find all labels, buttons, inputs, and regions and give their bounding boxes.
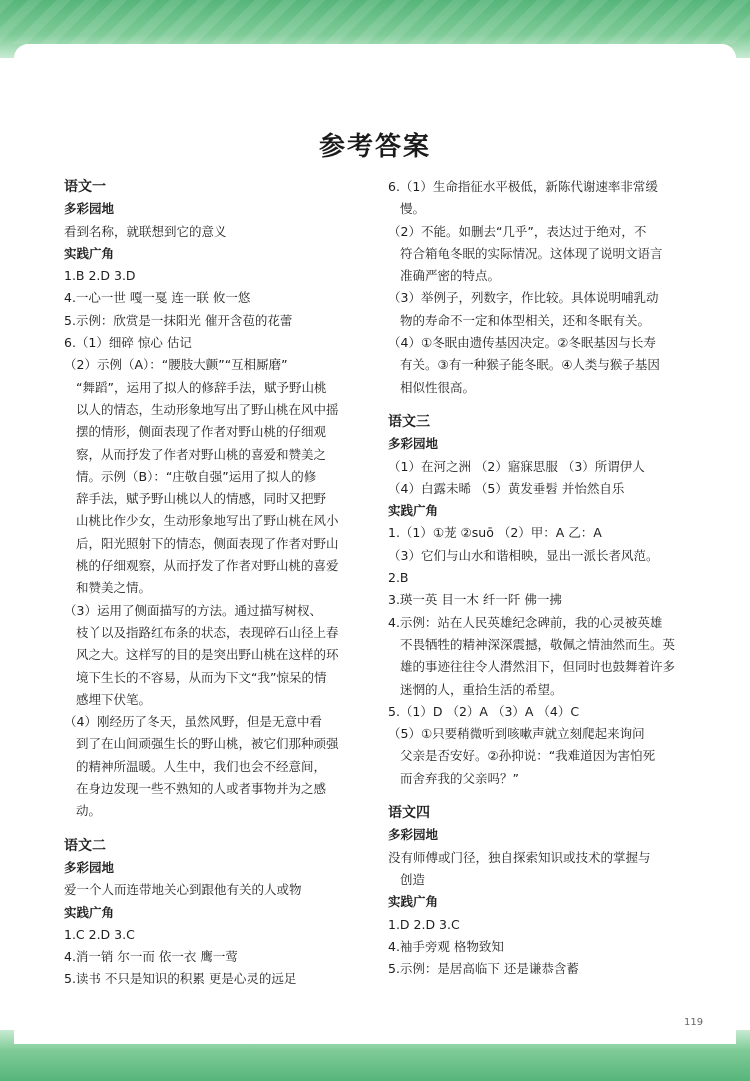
answer-line: （3）举例子，列数字，作比较。具体说明哺乳动 xyxy=(388,290,659,306)
right-column xyxy=(388,176,693,980)
answer-line: 6.（1）生命指征水平极低，新陈代谢速率非常缓 xyxy=(388,179,658,194)
answer-line-continued: 情。示例（B）：“庄敬自强”运用了拟人的修 xyxy=(76,468,317,484)
subsection-heading: 实践广角 xyxy=(388,894,439,910)
answer-line-continued: 桃的仔细观察，从而抒发了作者对野山桃的喜爱 xyxy=(76,558,339,574)
answer-line: （1）在河之洲 （2）寤寐思服 （3）所谓伊人 xyxy=(388,458,645,474)
answer-line-continued: 以人的情态，生动形象地写出了野山桃在风中摇 xyxy=(76,401,339,417)
answer-line: 5.示例：欣赏是一抹阳光 催开含苞的花蕾 xyxy=(64,312,293,328)
answer-line-continued: 创造 xyxy=(400,871,426,887)
answer-line: 4.示例：站在人民英雄纪念碑前，我的心灵被英雄 xyxy=(388,614,663,630)
answer-line-continued: 不畏牺牲的精神深深震撼，敬佩之情油然而生。英 xyxy=(400,636,676,652)
answer-line-continued: 符合箱龟冬眠的实际情况。这体现了说明文语言 xyxy=(400,245,663,261)
page-number: 119 xyxy=(684,1017,704,1028)
answer-line: 5.示例：是居高临下 还是谦恭含蓄 xyxy=(388,961,579,977)
answer-line-continued: 后，阳光照射下的情态，侧面表现了作者对野山 xyxy=(76,535,339,551)
answer-line-continued: 慢。 xyxy=(400,201,426,217)
answer-line-continued: 摆的情形，侧面表现了作者对野山桃的仔细观 xyxy=(76,424,327,440)
answer-line-continued: 枝丫以及指路红布条的状态，表现碎石山径上春 xyxy=(76,624,339,640)
section-heading: 语文一 xyxy=(64,179,106,195)
answer-line-continued: 准确严密的特点。 xyxy=(400,268,501,284)
answer-line-continued: 而舍弃我的父亲吗？” xyxy=(400,770,519,786)
answer-line: （4）①冬眠由遗传基因决定。②冬眠基因与长寿 xyxy=(388,335,656,351)
answer-line: 3.瑛一英 目一木 纤一阡 佛一拂 xyxy=(388,592,562,608)
section-gap xyxy=(388,399,693,411)
answer-line-continued: 风之大。这样写的目的是突出野山桃在这样的环 xyxy=(76,647,339,663)
answer-line: 4.袖手旁观 格物致知 xyxy=(388,938,504,954)
answer-line: （4）刚经历了冬天，虽然风野，但是无意中看 xyxy=(64,714,322,730)
answer-line: 没有师傅或门径，独自探索知识或技术的掌握与 xyxy=(388,849,651,865)
answer-line-continued: 迷惘的人，重拾生活的希望。 xyxy=(400,681,563,697)
answer-line: （4）白露未晞 （5）黄发垂髫 并怡然自乐 xyxy=(388,480,625,496)
left-column xyxy=(64,176,364,991)
answer-line-continued: 有关。③有一种猴子能冬眠。④人类与猴子基因 xyxy=(400,357,660,373)
answer-line-continued: 的精神所温暖。人生中，我们也会不经意间， xyxy=(76,758,327,774)
answer-line: 1.D 2.D 3.C xyxy=(388,916,460,932)
answer-line: （3）它们与山水和谐相映，显出一派长者风范。 xyxy=(388,547,659,563)
answer-line: （5）①只要稍微听到咳嗽声就立刻爬起来询问 xyxy=(388,726,645,742)
page-title: 参考答案 xyxy=(318,132,431,162)
answer-line: 5.读书 不只是知识的积累 更是心灵的远足 xyxy=(64,971,297,987)
answer-line: （2）不能。如删去“几乎”，表达过于绝对，不 xyxy=(388,223,647,239)
section-heading: 语文四 xyxy=(388,805,430,822)
answer-line-continued: 相似性很高。 xyxy=(400,379,476,395)
top-band-texture xyxy=(0,0,750,44)
answer-line: 1.（1）①茏 ②suō （2）甲：A 乙：A xyxy=(388,525,602,541)
answer-line: 4.消一销 尔一而 依一衣 鹰一莺 xyxy=(64,949,238,965)
answer-line-continued: 到了在山间顽强生长的野山桃，被它们那种顽强 xyxy=(76,736,339,752)
subsection-heading: 实践广角 xyxy=(388,503,439,519)
answer-line-continued: 感埋下伏笔。 xyxy=(76,691,152,707)
subsection-heading: 多彩园地 xyxy=(64,201,115,217)
answer-line-continued: 物的寿命不一定和体型相关，还和冬眠有关。 xyxy=(400,312,651,328)
answer-line: 4.一心一世 嘎一戛 连一联 攸一悠 xyxy=(64,290,251,306)
subsection-heading: 实践广角 xyxy=(64,904,115,920)
answer-line-continued: “舞蹈”，运用了拟人的修辞手法，赋予野山桃 xyxy=(76,379,327,395)
answer-line: 爱一个人而连带地关心到跟他有关的人或物 xyxy=(64,882,302,898)
section-gap xyxy=(64,823,364,835)
subsection-heading: 多彩园地 xyxy=(388,827,439,843)
answer-line-continued: 父亲是否安好。②孙抑说：“我难道因为害怕死 xyxy=(400,748,656,764)
answer-line-continued: 和赞美之情。 xyxy=(76,580,152,596)
answer-line-continued: 察，从而抒发了作者对野山桃的喜爱和赞美之 xyxy=(76,446,327,462)
answer-line-continued: 境下生长的不容易，从而为下文“我”惊呆的情 xyxy=(76,669,327,685)
section-heading: 语文三 xyxy=(388,413,430,430)
answer-line-continued: 山桃比作少女，生动形象地写出了野山桃在风小 xyxy=(76,513,339,529)
answer-line: 5.（1）D （2）A （3）A （4）C xyxy=(388,703,580,719)
answer-line: 1.C 2.D 3.C xyxy=(64,926,135,942)
answer-line: 6.（1）细碎 惊心 估记 xyxy=(64,335,192,351)
subsection-heading: 多彩园地 xyxy=(388,436,439,452)
section-gap xyxy=(388,790,693,802)
subsection-heading: 多彩园地 xyxy=(64,859,115,875)
answer-line-continued: 辞手法，赋予野山桃以人的情感，同时又把野 xyxy=(76,491,327,507)
answer-line: 1.B 2.D 3.D xyxy=(64,268,136,284)
answer-line: 看到名称，就联想到它的意义 xyxy=(64,223,227,239)
subsection-heading: 实践广角 xyxy=(64,245,115,261)
answer-line-continued: 动。 xyxy=(76,803,102,819)
section-heading: 语文二 xyxy=(64,837,106,854)
answer-line: 2.B xyxy=(388,570,409,586)
answer-line: （3）运用了侧面描写的方法。通过描写树杈、 xyxy=(64,602,322,618)
answer-line: （2）示例（A）：“腰肢大颤”“互相厮磨” xyxy=(64,357,288,373)
answer-line-continued: 雄的事迹往往令人潸然泪下，但同时也鼓舞着许多 xyxy=(400,659,676,675)
answer-line-continued: 在身边发现一些不熟知的人或者事物并为之感 xyxy=(76,781,327,797)
